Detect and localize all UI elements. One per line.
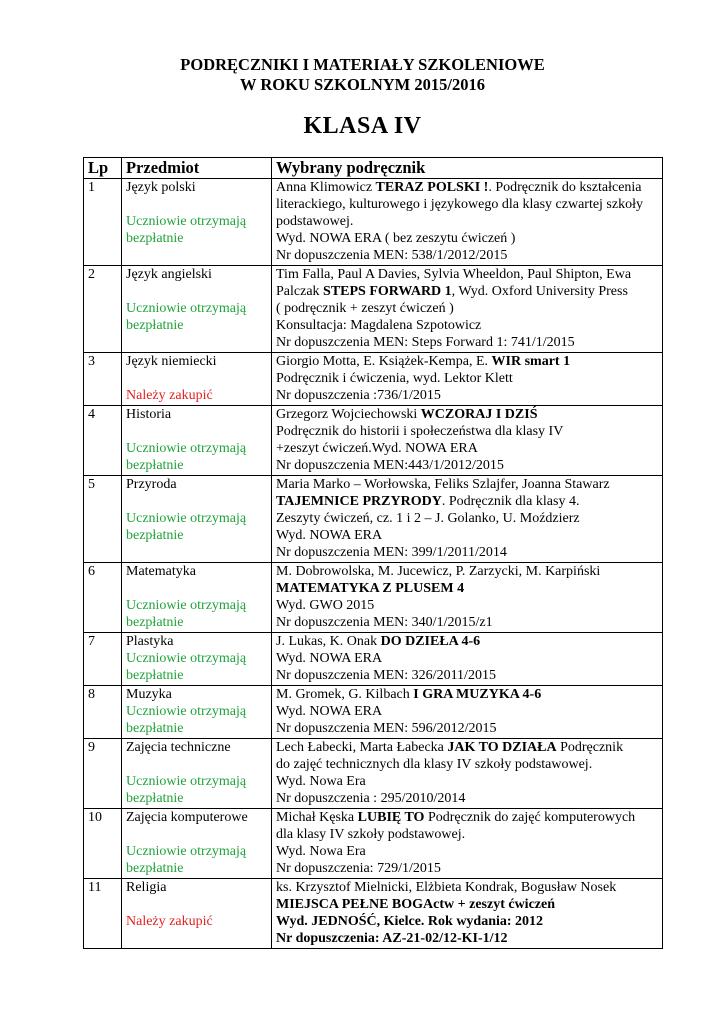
row-number: 5 bbox=[84, 476, 122, 563]
subject-name: Język polski bbox=[126, 180, 196, 195]
subject-cell bbox=[122, 266, 272, 353]
approval-number: Nr dopuszczenia: AZ-21-02/12-KI-1/12 bbox=[276, 931, 508, 946]
approval-number: Nr dopuszczenia :736/1/2015 bbox=[276, 388, 441, 403]
status-free-2: bezpłatnie bbox=[126, 615, 184, 630]
textbook-text: M. Gromek, G. Kilbach bbox=[276, 687, 414, 702]
textbook-cell bbox=[272, 353, 663, 406]
row-number: 8 bbox=[84, 686, 122, 739]
textbook-title: TAJEMNICE PRZYRODY bbox=[276, 494, 442, 509]
subject-cell bbox=[122, 633, 272, 686]
textbook-cell bbox=[272, 879, 663, 949]
textbook-cell bbox=[272, 266, 663, 353]
approval-number: Nr dopuszczenia MEN: Steps Forward 1: 741/1/2015 bbox=[276, 335, 575, 350]
textbook-text: Podręcznik do historii i społeczeństwa dla klasy IV bbox=[276, 424, 564, 439]
status-free: Uczniowie otrzymają bbox=[126, 301, 247, 316]
subject-name: Zajęcia komputerowe bbox=[126, 810, 248, 825]
row-number: 3 bbox=[84, 353, 122, 406]
status-free-2: bezpłatnie bbox=[126, 528, 184, 543]
publisher: Wyd. NOWA ERA bbox=[276, 651, 383, 666]
textbook-title: DO DZIEŁA 4-6 bbox=[380, 634, 481, 649]
textbook-text: Podręcznik bbox=[556, 740, 624, 755]
textbook-title: MIEJSCA PEŁNE BOGActw + zeszyt ćwiczeń bbox=[276, 897, 555, 912]
row-number: 10 bbox=[84, 809, 122, 879]
subject-cell bbox=[122, 879, 272, 949]
approval-number: Nr dopuszczenia MEN: 538/1/2012/2015 bbox=[276, 248, 508, 263]
textbook-text: J. Lukas, K. Onak bbox=[276, 634, 381, 649]
textbook-text: +zeszyt ćwiczeń.Wyd. NOWA ERA bbox=[276, 441, 478, 456]
textbook-text: Giorgio Motta, E. Książek-Kempa, E. bbox=[276, 354, 492, 369]
subject-name: Religia bbox=[126, 880, 167, 895]
document-title bbox=[0, 55, 725, 95]
subject-cell bbox=[122, 353, 272, 406]
publisher: Wyd. NOWA ERA bbox=[276, 528, 383, 543]
textbook-text: Grzegorz Wojciechowski bbox=[276, 407, 421, 422]
publisher: Wyd. JEDNOŚĆ, Kielce. Rok wydania: 2012 bbox=[276, 914, 544, 929]
row-number: 7 bbox=[84, 633, 122, 686]
textbook-text: do zajęć technicznych dla klasy IV szkoły podstawowej. bbox=[276, 757, 593, 772]
row-number: 2 bbox=[84, 266, 122, 353]
status-free: Uczniowie otrzymają bbox=[126, 774, 247, 789]
textbook-title: JAK TO DZIAŁA bbox=[447, 740, 557, 755]
approval-number: Nr dopuszczenia MEN: 340/1/2015/z1 bbox=[276, 615, 493, 630]
approval-number: Nr dopuszczenia: 729/1/2015 bbox=[276, 861, 441, 876]
textbook-text: Tim Falla, Paul A Davies, Sylvia Wheeldon, Paul Shipton, Ewa bbox=[276, 267, 632, 282]
textbook-text: Michał Kęska bbox=[276, 810, 358, 825]
textbook-title: I GRA MUZYKA 4-6 bbox=[413, 687, 542, 702]
status-free: Uczniowie otrzymają bbox=[126, 651, 247, 666]
subject-cell bbox=[122, 406, 272, 476]
table-row bbox=[84, 353, 663, 406]
status-free: Uczniowie otrzymają bbox=[126, 844, 247, 859]
textbook-title: LUBIĘ TO bbox=[357, 810, 425, 825]
status-free: Uczniowie otrzymają bbox=[126, 598, 247, 613]
approval-number: Nr dopuszczenia MEN:443/1/2012/2015 bbox=[276, 458, 504, 473]
table-row bbox=[84, 633, 663, 686]
textbook-text: Podręcznik do zajęć komputerowych bbox=[424, 810, 636, 825]
table-row bbox=[84, 739, 663, 809]
status-buy: Należy zakupić bbox=[126, 388, 213, 403]
header-subject: Przedmiot bbox=[122, 158, 272, 179]
row-number: 4 bbox=[84, 406, 122, 476]
status-free: Uczniowie otrzymają bbox=[126, 441, 247, 456]
textbook-cell bbox=[272, 179, 663, 266]
status-free-2: bezpłatnie bbox=[126, 721, 184, 736]
textbook-text: ks. Krzysztof Mielnicki, Elżbieta Kondrak, Bogusław Nosek bbox=[276, 880, 617, 895]
subject-name: Plastyka bbox=[126, 634, 174, 649]
subject-name: Muzyka bbox=[126, 687, 172, 702]
subject-name: Przyroda bbox=[126, 477, 177, 492]
table-header-row bbox=[84, 158, 663, 179]
status-free-2: bezpłatnie bbox=[126, 791, 184, 806]
subject-cell bbox=[122, 563, 272, 633]
subject-name: Historia bbox=[126, 407, 172, 422]
title-line-2: W ROKU SZKOLNYM 2015/2016 bbox=[240, 75, 485, 94]
textbook-text: Konsultacja: Magdalena Szpotowicz bbox=[276, 318, 482, 333]
textbook-table bbox=[83, 157, 663, 949]
table-row bbox=[84, 476, 663, 563]
table-row bbox=[84, 266, 663, 353]
status-free-2: bezpłatnie bbox=[126, 318, 184, 333]
subject-cell bbox=[122, 686, 272, 739]
textbook-cell bbox=[272, 739, 663, 809]
approval-number: Nr dopuszczenia MEN: 399/1/2011/2014 bbox=[276, 545, 507, 560]
approval-number: Nr dopuszczenia MEN: 326/2011/2015 bbox=[276, 668, 496, 683]
table-row bbox=[84, 406, 663, 476]
status-free-2: bezpłatnie bbox=[126, 861, 184, 876]
publisher: Wyd. NOWA ERA ( bez zeszytu ćwiczeń ) bbox=[276, 231, 516, 246]
textbook-text: podstawowej. bbox=[276, 214, 354, 229]
table-row bbox=[84, 179, 663, 266]
textbook-text: M. Dobrowolska, M. Jucewicz, P. Zarzycki, M. Karpiński bbox=[276, 564, 601, 579]
textbook-cell bbox=[272, 633, 663, 686]
approval-number: Nr dopuszczenia : 295/2010/2014 bbox=[276, 791, 466, 806]
textbook-text: literackiego, kulturowego i językowego dla klasy czwartej szkoły bbox=[276, 197, 643, 212]
row-number: 11 bbox=[84, 879, 122, 949]
subject-name: Matematyka bbox=[126, 564, 196, 579]
textbook-title: STEPS FORWARD 1 bbox=[323, 284, 452, 299]
publisher: Wyd. Nowa Era bbox=[276, 844, 366, 859]
textbook-text: . Podręcznik do kształcenia bbox=[488, 180, 642, 195]
status-free-2: bezpłatnie bbox=[126, 458, 184, 473]
status-free: Uczniowie otrzymają bbox=[126, 511, 247, 526]
status-buy: Należy zakupić bbox=[126, 914, 213, 929]
status-free: Uczniowie otrzymają bbox=[126, 704, 247, 719]
subject-cell bbox=[122, 476, 272, 563]
textbook-text: Palczak bbox=[276, 284, 324, 299]
row-number: 1 bbox=[84, 179, 122, 266]
textbook-cell bbox=[272, 686, 663, 739]
textbook-text: dla klasy IV szkoły podstawowej. bbox=[276, 827, 466, 842]
textbook-text: Zeszyty ćwiczeń, cz. 1 i 2 – J. Golanko, U. Moździerz bbox=[276, 511, 580, 526]
table-row bbox=[84, 879, 663, 949]
row-number: 6 bbox=[84, 563, 122, 633]
status-free: Uczniowie otrzymają bbox=[126, 214, 247, 229]
textbook-title: WCZORAJ I DZIŚ bbox=[420, 407, 538, 422]
class-heading: KLASA IV bbox=[303, 113, 422, 139]
subject-name: Język niemiecki bbox=[126, 354, 217, 369]
table-row bbox=[84, 563, 663, 633]
publisher: Wyd. Nowa Era bbox=[276, 774, 366, 789]
textbook-text: , Wyd. Oxford University Press bbox=[451, 284, 628, 299]
subject-name: Język angielski bbox=[126, 267, 212, 282]
textbook-text: ( podręcznik + zeszyt ćwiczeń ) bbox=[276, 301, 454, 316]
header-lp: Lp bbox=[84, 158, 122, 179]
textbook-cell bbox=[272, 406, 663, 476]
status-free-2: bezpłatnie bbox=[126, 231, 184, 246]
textbook-cell bbox=[272, 476, 663, 563]
textbook-text: Lech Łabecki, Marta Łabecka bbox=[276, 740, 448, 755]
subject-cell bbox=[122, 179, 272, 266]
subject-name: Zajęcia techniczne bbox=[126, 740, 231, 755]
publisher: Wyd. NOWA ERA bbox=[276, 704, 383, 719]
textbook-text: Podręcznik i ćwiczenia, wyd. Lektor Klett bbox=[276, 371, 513, 386]
textbook-title: MATEMATYKA Z PLUSEM 4 bbox=[276, 581, 465, 596]
textbook-title: TERAZ POLSKI ! bbox=[375, 180, 489, 195]
textbook-title: WIR smart 1 bbox=[491, 354, 571, 369]
header-textbook: Wybrany podręcznik bbox=[272, 158, 663, 179]
subject-cell bbox=[122, 739, 272, 809]
table-row bbox=[84, 686, 663, 739]
textbook-cell bbox=[272, 809, 663, 879]
table-row bbox=[84, 809, 663, 879]
textbook-text: Maria Marko – Worłowska, Feliks Szlajfer, Joanna Stawarz bbox=[276, 477, 610, 492]
textbook-text: Anna Klimowicz bbox=[276, 180, 376, 195]
publisher: Wyd. GWO 2015 bbox=[276, 598, 375, 613]
approval-number: Nr dopuszczenia MEN: 596/2012/2015 bbox=[276, 721, 497, 736]
row-number: 9 bbox=[84, 739, 122, 809]
textbook-text: . Podręcznik dla klasy 4. bbox=[441, 494, 580, 509]
title-line-1: PODRĘCZNIKI I MATERIAŁY SZKOLENIOWE bbox=[180, 55, 545, 74]
subject-cell bbox=[122, 809, 272, 879]
status-free-2: bezpłatnie bbox=[126, 668, 184, 683]
textbook-cell bbox=[272, 563, 663, 633]
